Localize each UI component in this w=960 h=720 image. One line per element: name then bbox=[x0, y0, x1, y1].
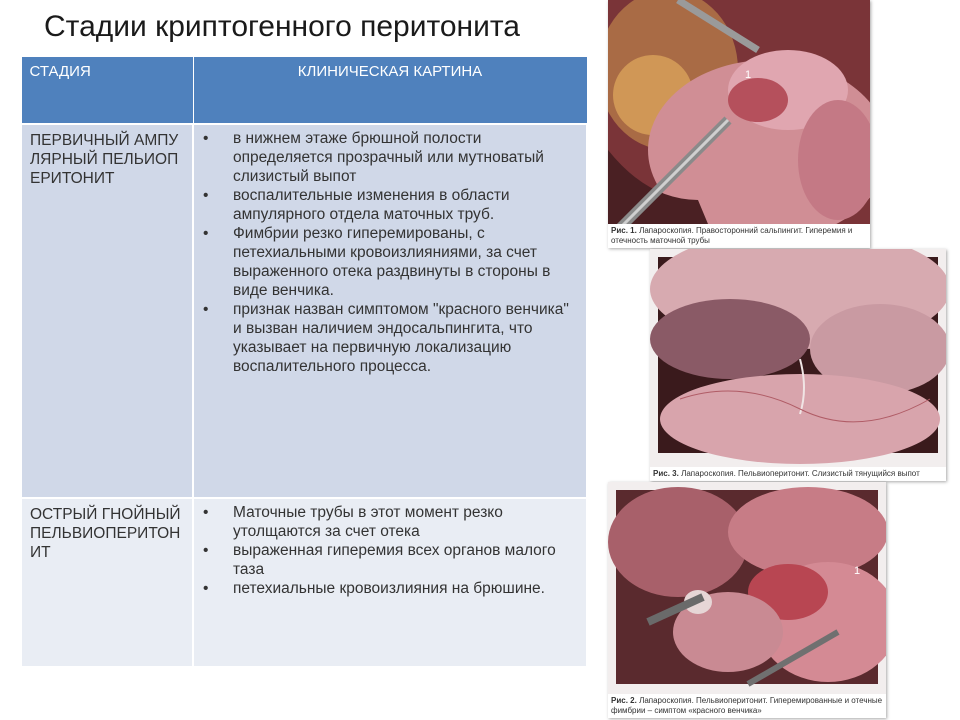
laparoscopy-image-1 bbox=[608, 0, 870, 248]
caption-prefix: Рис. 3. bbox=[653, 469, 679, 478]
photo-caption-2 bbox=[650, 467, 946, 481]
photo-caption-3 bbox=[608, 694, 886, 718]
caption-prefix: Рис. 2. bbox=[611, 696, 637, 705]
stage-name-cell: ПЕРВИЧНЫЙ АМПУЛЯРНЫЙ ПЕЛЬИОПЕРИТОНИТ bbox=[21, 124, 193, 498]
table-header-row bbox=[21, 57, 587, 125]
photo-label-3: 1 bbox=[854, 565, 861, 577]
laparoscopy-image-2 bbox=[650, 249, 946, 481]
header-clinical-picture: КЛИНИЧЕСКАЯ КАРТИНА bbox=[193, 57, 587, 125]
caption-text: Лапароскопия. Правосторонний сальпингит. Гиперемия и отечность маточной трубы bbox=[611, 226, 853, 245]
findings-list bbox=[202, 503, 580, 598]
caption-prefix: Рис. 1. bbox=[611, 226, 637, 235]
photo-caption-1 bbox=[608, 224, 870, 248]
header-stage: СТАДИЯ bbox=[21, 57, 193, 125]
list-item: • Маточные трубы в этот момент резко утолщаются за счет отека bbox=[202, 503, 580, 541]
stage-name-cell: ОСТРЫЙ ГНОЙНЫЙ ПЕЛЬВИОПЕРИТОНИТ bbox=[21, 498, 193, 667]
laparoscopy-image-3 bbox=[608, 482, 886, 718]
list-item: • воспалительные изменения в области ампулярного отдела маточных труб. bbox=[202, 186, 580, 224]
list-item: • признак назван симптомом "красного венчика" и вызван наличием эндосальпингита, что указывает на первичную локализацию воспалительного процесса. bbox=[202, 300, 580, 376]
clinical-findings-cell bbox=[193, 498, 587, 667]
caption-text: Лапароскопия. Пельвиоперитонит. Гиперемированные и отечные фимбрии – симптом «красного венчика» bbox=[611, 696, 883, 715]
laparoscopy-photo-1 bbox=[608, 0, 870, 248]
slide-title: Стадии криптогенного перитонита bbox=[44, 10, 520, 43]
laparoscopy-photo-2 bbox=[650, 249, 946, 481]
list-item: • выраженная гиперемия всех органов малого таза bbox=[202, 541, 580, 579]
list-item: • Фимбрии резко гиперемированы, с петехиальными кровоизлияниями, за счет выраженного отека раздвинуты в стороны в виде венчика. bbox=[202, 224, 580, 300]
list-item: • петехиальные кровоизлияния на брюшине. bbox=[202, 579, 580, 598]
list-item: • в нижнем этаже брюшной полости определяется прозрачный или мутноватый слизистый выпот bbox=[202, 129, 580, 186]
findings-list bbox=[202, 129, 580, 376]
photo-label-1: 1 bbox=[745, 69, 752, 81]
caption-text: Лапароскопия. Пельвиоперитонит. Слизистый тянущийся выпот bbox=[681, 469, 920, 478]
clinical-findings-cell bbox=[193, 124, 587, 498]
table-row bbox=[21, 498, 587, 667]
table-row bbox=[21, 124, 587, 498]
stages-table bbox=[20, 56, 588, 668]
laparoscopy-photo-3 bbox=[608, 482, 886, 718]
